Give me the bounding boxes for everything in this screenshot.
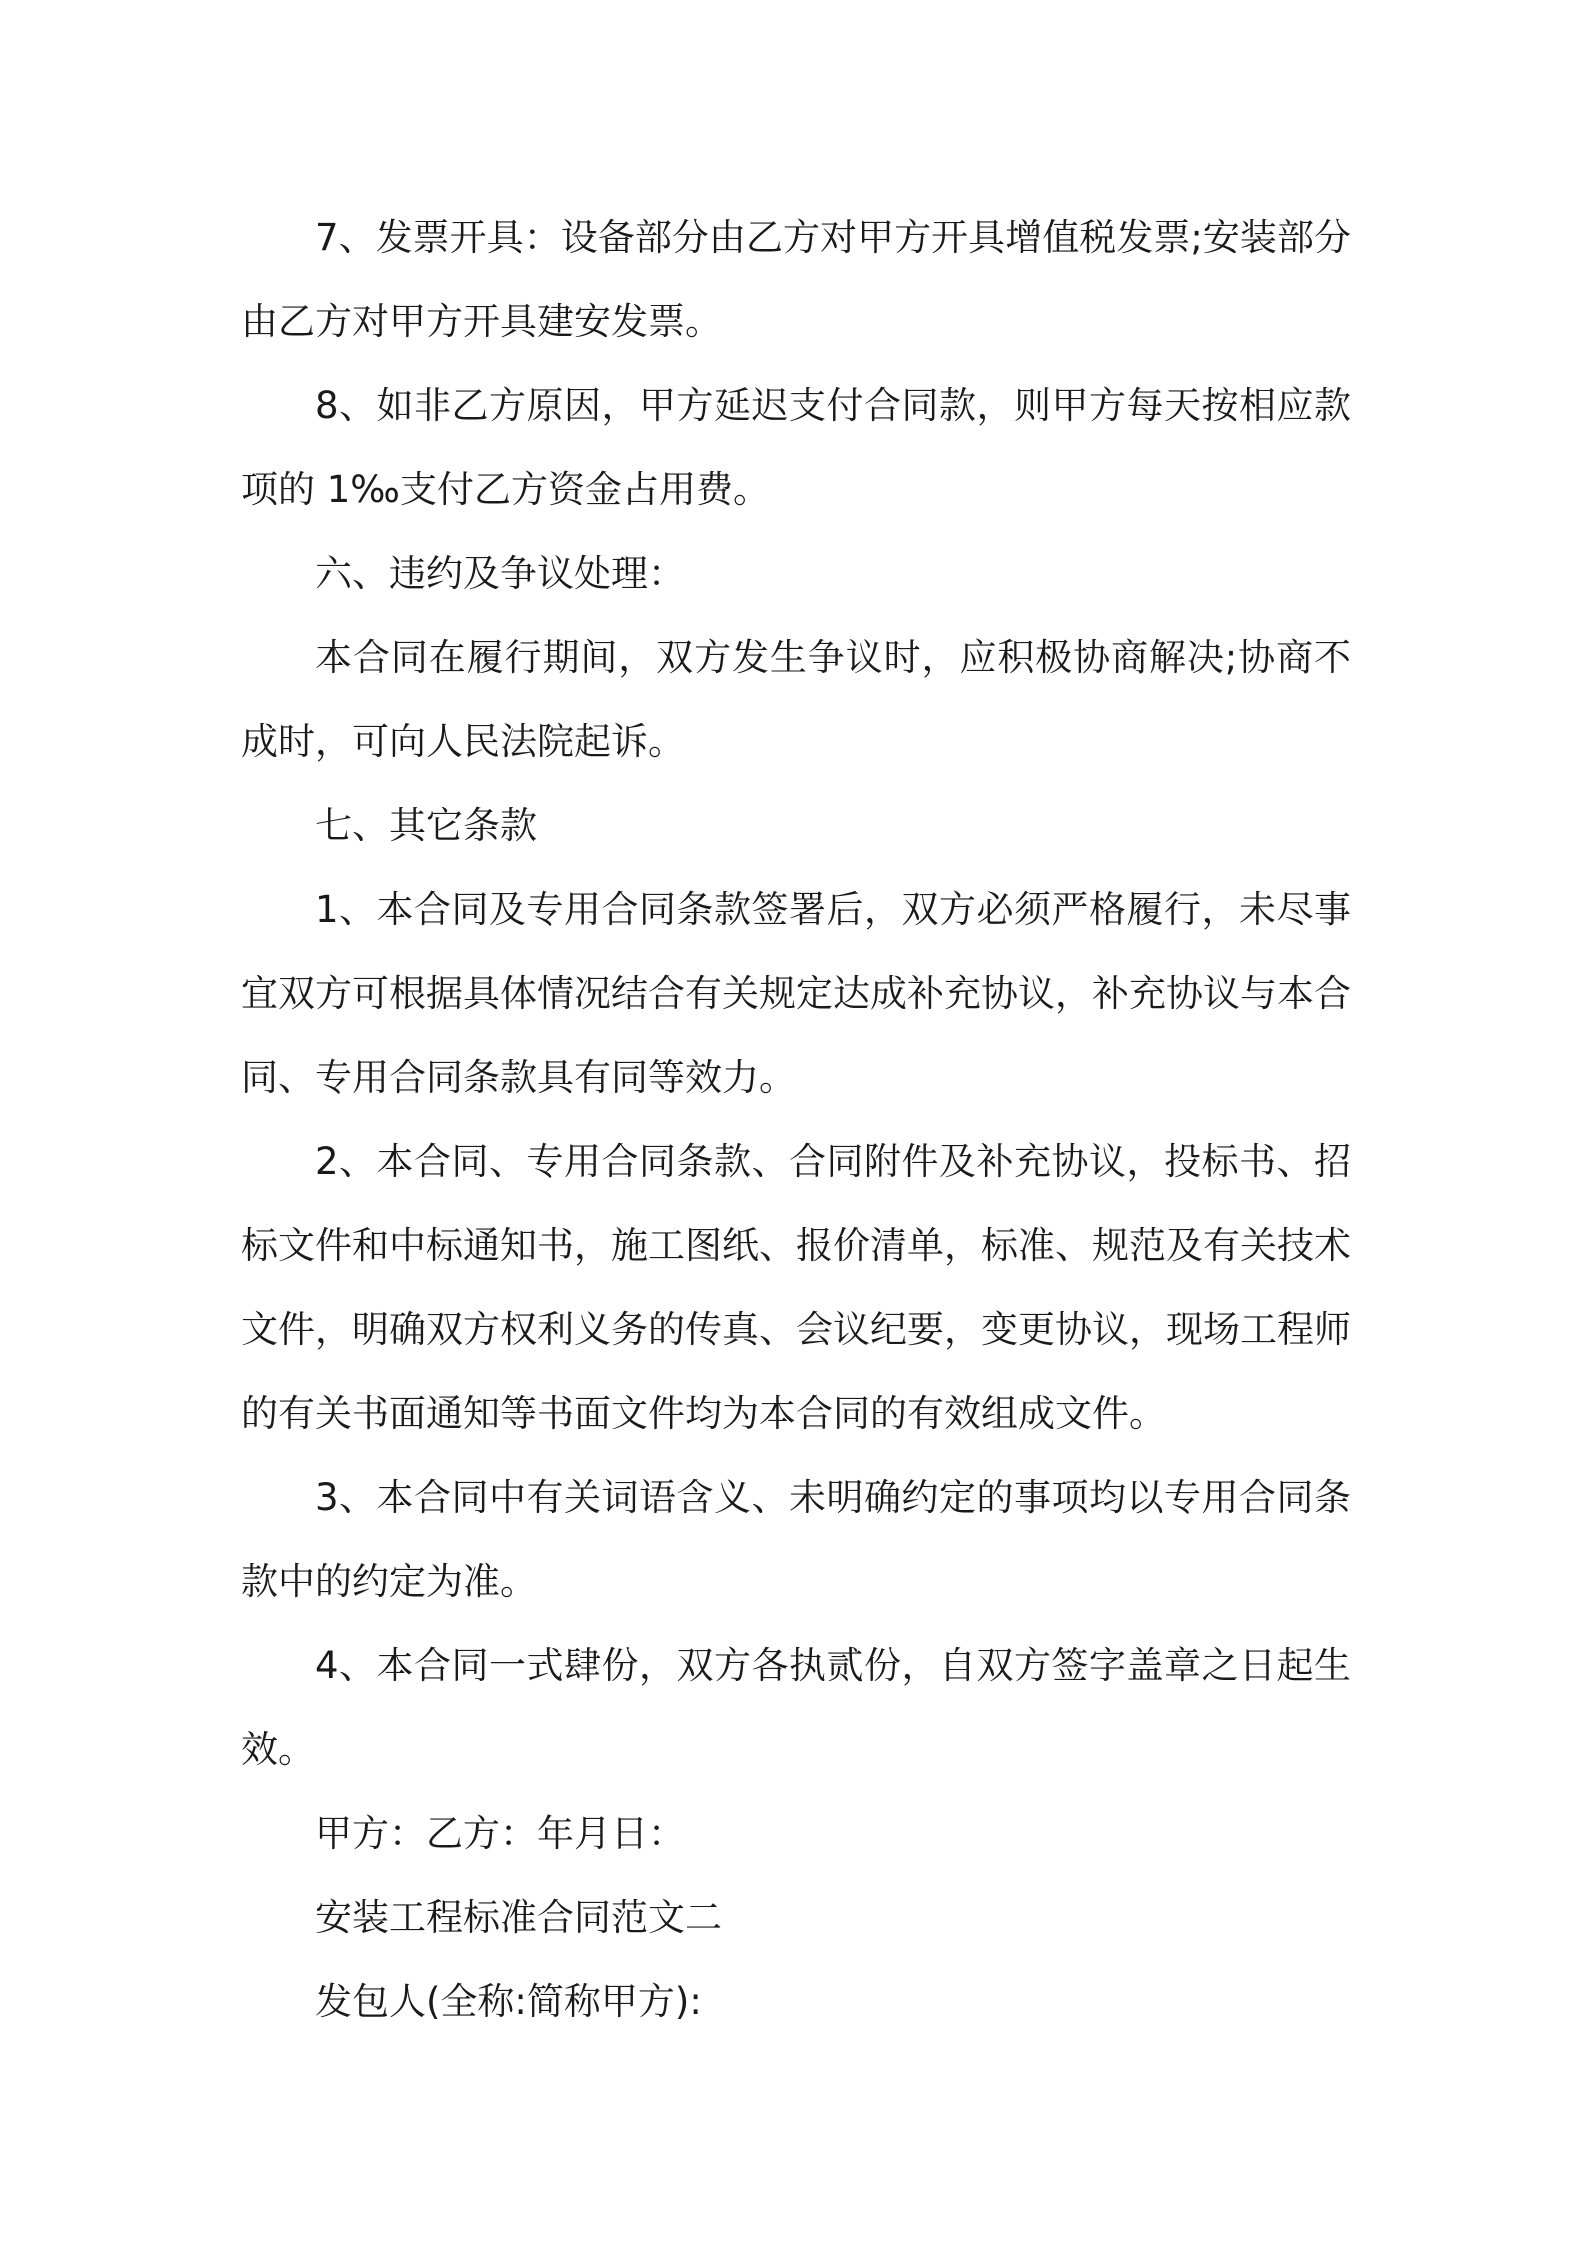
document-body (241, 196, 1351, 2044)
employer-line: 发包人(全称:简称甲方): (315, 1980, 702, 2023)
paragraph-late-payment-clause: 8、如非乙方原因，甲方延迟支付合同款，则甲方每天按相应款项的 1‰支付乙方资金占用费。 (241, 384, 1351, 511)
section-heading-dispute: 六、违约及争议处理： (315, 552, 685, 595)
paragraph-dispute-resolution: 本合同在履行期间，双方发生争议时，应积极协商解决;协商不成时，可向人民法院起诉。 (241, 636, 1351, 763)
paragraph-other-terms-2: 2、本合同、专用合同条款、合同附件及补充协议，投标书、招标文件和中标通知书，施工图纸、报价清单，标准、规范及有关技术文件，明确双方权利义务的传真、会议纪要，变更协议，现场工程师的有关书面通知等书面文件均为本合同的有效组成文件。 (241, 1140, 1351, 1435)
section-heading-other-terms: 七、其它条款 (315, 804, 537, 847)
next-contract-title: 安装工程标准合同范文二 (315, 1896, 722, 1939)
paragraph-other-terms-1: 1、本合同及专用合同条款签署后，双方必须严格履行，未尽事宜双方可根据具体情况结合有关规定达成补充协议，补充协议与本合同、专用合同条款具有同等效力。 (241, 888, 1351, 1099)
paragraph-other-terms-4: 4、本合同一式肆份，双方各执贰份，自双方签字盖章之日起生效。 (241, 1644, 1351, 1771)
paragraph-other-terms-3: 3、本合同中有关词语含义、未明确约定的事项均以专用合同条款中的约定为准。 (241, 1476, 1351, 1603)
signature-line: 甲方：乙方：年月日： (315, 1812, 685, 1855)
paragraph-invoice-clause: 7、发票开具：设备部分由乙方对甲方开具增值税发票;安装部分由乙方对甲方开具建安发票。 (241, 216, 1351, 343)
